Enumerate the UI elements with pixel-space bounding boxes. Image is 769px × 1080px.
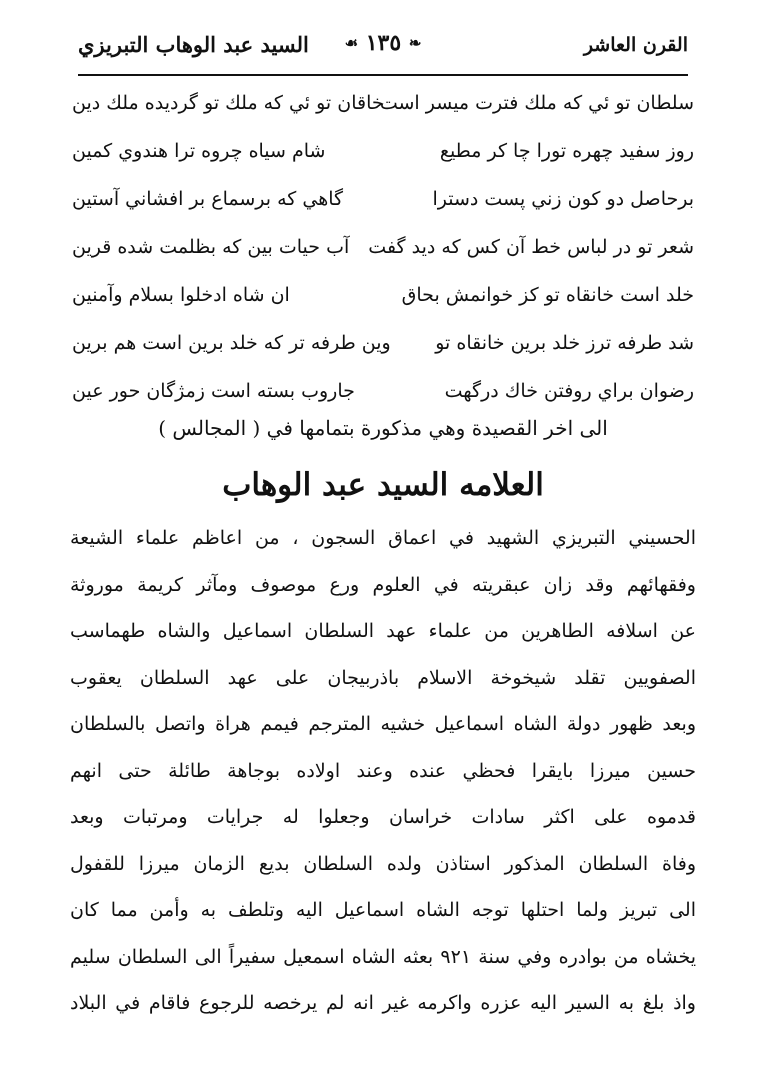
hemistich-second: جاروب بسته است زمژگان حور عين xyxy=(72,380,355,402)
poem-note: الى اخر القصيدة وهي مذكورة بتمامها في ( المجالس ) xyxy=(158,416,608,440)
section-heading: العلامه السيد عبد الوهاب xyxy=(222,467,544,503)
biography-text xyxy=(70,518,696,1030)
hemistich-second: خاقان تو ئي كه ملك تو گرديده ملك دين xyxy=(72,92,384,114)
hemistich-first: سلطان تو ئي كه ملك فترت ميسر است xyxy=(379,92,694,114)
poem xyxy=(72,82,694,418)
hemistich-second: آب حيات بين كه بظلمت شده قرين xyxy=(72,236,350,258)
text-line: الى تبريز ولما احتلها توجه الشاه اسماعيل اليه وتلطف به وأمن مما كان xyxy=(70,899,696,921)
hemistich-second: گاهي كه برسماع بر افشاني آستين xyxy=(72,188,344,210)
hemistich-second: وين طرفه تر كه خلد برين است هم برين xyxy=(72,332,391,354)
verse-line xyxy=(72,322,694,370)
text-line: الصفويين تقلد شيخوخة الاسلام باذربيجان على عهد السلطان يعقوب xyxy=(70,666,696,689)
text-line: وفاة السلطان المذكور استاذن ولده السلطان بديع الزمان ميرزا للقفول xyxy=(70,852,696,875)
text-line: يخشاه من بوادره وفي سنة ٩٢١ بعثه الشاه اسمعيل سفيراً الى السلطان سليم xyxy=(70,945,696,968)
header-century: القرن العاشر xyxy=(583,34,688,56)
page-number xyxy=(333,30,433,56)
text-line: قدموه على اكثر سادات خراسان وجعلوا له جرايات ومرتبات وبعد xyxy=(70,806,696,828)
running-header xyxy=(78,30,688,70)
hemistich-first: رضوان براي روفتن خاك درگهت xyxy=(444,380,694,402)
ornament-icon: ☙ xyxy=(344,34,359,52)
hemistich-first: شعر تو در لباس خط آن كس كه ديد گفت xyxy=(368,236,694,258)
verse-line xyxy=(72,370,694,418)
verse-line xyxy=(72,130,694,178)
hemistich-first: برحاصل دو كون زني پست دسترا xyxy=(432,188,694,210)
hemistich-first: روز سفيد چهره تورا چا كر مطيع xyxy=(439,140,694,162)
hemistich-first: شد طرفه ترز خلد برين خانقاه تو xyxy=(435,332,694,354)
page-number-value: ١٣٥ xyxy=(365,30,402,56)
header-rule xyxy=(78,74,688,76)
header-subject: السيد عبد الوهاب التبريزي xyxy=(78,32,309,57)
ornament-icon: ❧ xyxy=(408,34,422,52)
verse-line xyxy=(72,274,694,322)
text-line: واذ بلغ به السير اليه عزره واكرمه غير انه لم يرخصه للرجوع فاقام في البلاد xyxy=(70,992,696,1014)
text-line: الحسيني التبريزي الشهيد في اعماق السجون ، من اعاظم علماء الشيعة xyxy=(70,527,696,549)
hemistich-second: شام سياه چروه ترا هندوي كمين xyxy=(72,140,326,162)
text-line: وفقهائهم وقد زان عبقريته في العلوم ورع موصوف ومآثر كريمة موروثة xyxy=(70,573,696,596)
text-line: وبعد ظهور دولة الشاه اسماعيل خشيه المترجم فيمم هراة واتصل بالسلطان xyxy=(70,713,696,735)
hemistich-second: ان شاه ادخلوا بسلام وآمنين xyxy=(72,284,290,306)
verse-line xyxy=(72,178,694,226)
text-line: عن اسلافه الطاهرين من علماء عهد السلطان اسماعيل والشاه طهماسب xyxy=(70,620,696,642)
hemistich-first: خلد است خانقاه تو كز خوانمش بحاق xyxy=(401,284,694,306)
verse-line xyxy=(72,82,694,130)
verse-line xyxy=(72,226,694,274)
text-line: حسين ميرزا بايقرا فحظي عنده وعند اولاده بوجاهة طائلة حتى انهم xyxy=(70,759,696,782)
